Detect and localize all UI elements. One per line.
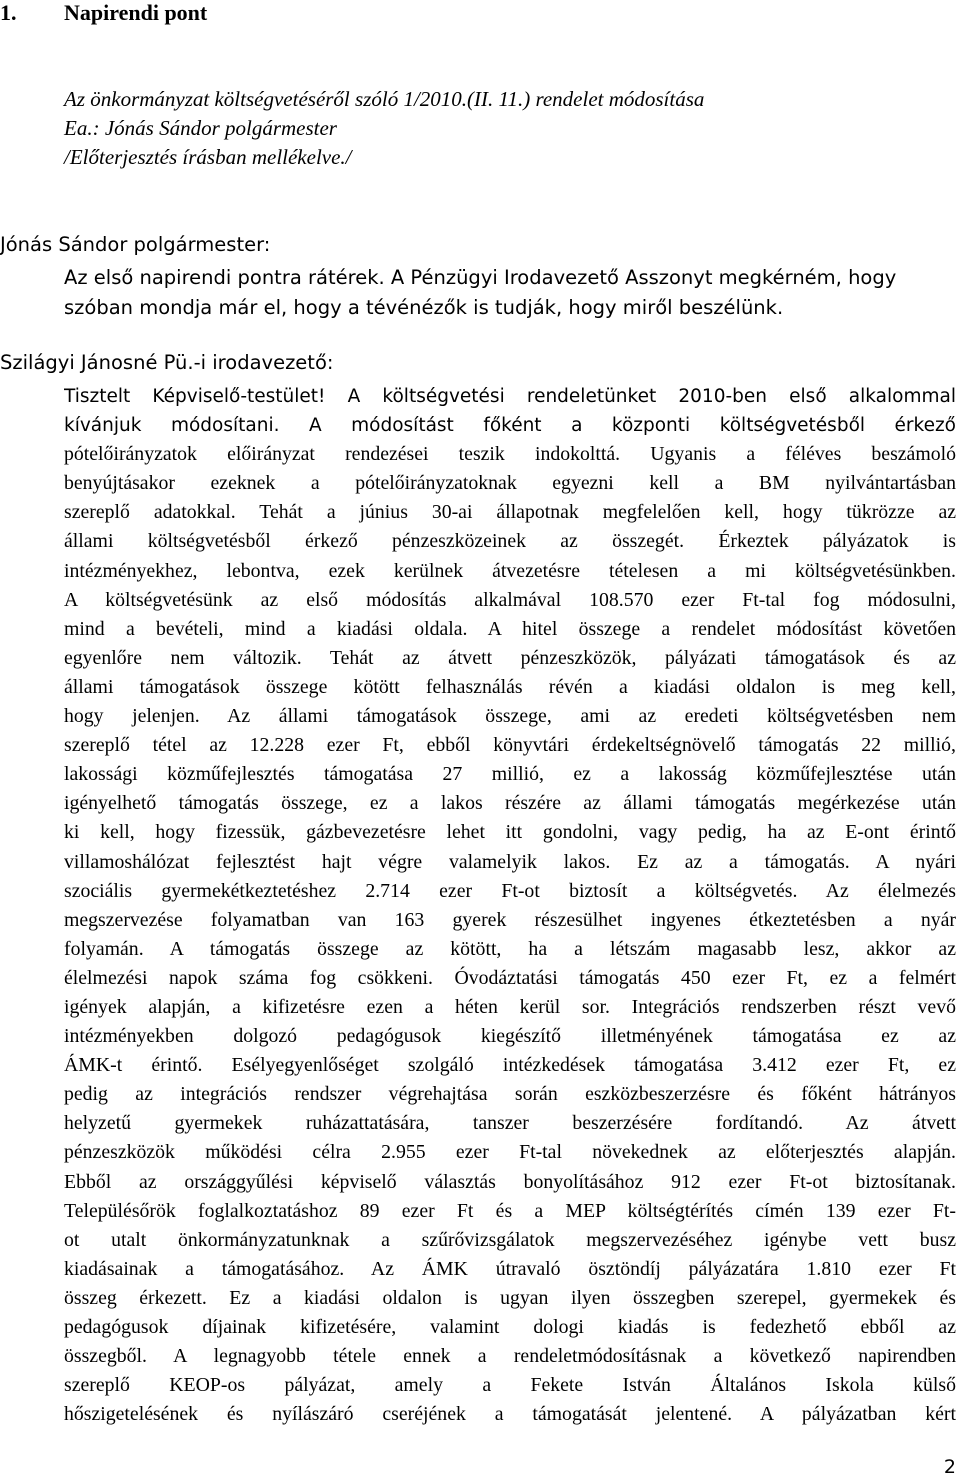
paragraph-line: Településőrök foglalkoztatáshoz 89 ezer Ft és a MEP költségtérítés címén 139 ezer Ft- (64, 1199, 956, 1222)
paragraph-line: pótelőirányzatok előirányzat rendezései teszik indokolttá. Ugyanis a féléves beszámoló (64, 443, 956, 466)
paragraph-line: A költségvetésünk az első módosítás alkalmával 108.570 ezer Ft-tal fog módosulni, (64, 588, 956, 611)
agenda-number: 1. (0, 0, 17, 25)
paragraph-line: kívánjuk módosítani. A módosítást főként a központi költségvetésből érkező (64, 415, 956, 437)
paragraph-line: mind a bevételi, mind a kiadási oldala. A hitel összege a rendelet módosítást követően (64, 617, 956, 640)
paragraph-line: lakossági közműfejlesztés támogatása 27 millió, ez a lakosság közműfejlesztése után (64, 763, 956, 786)
paragraph-line: pedagógusok díjainak kifizetésére, valamint dologi kiadás is fedezhető ebből az (64, 1316, 956, 1338)
agenda-item-title: Az önkormányzat költségvetéséről szóló 1/2010.(II. 11.) rendelet módosítása (64, 87, 705, 111)
speaker-statement (64, 382, 956, 1429)
paragraph-line: igények alapján, a kifizetésre ezen a héten kerül sor. Integrációs rendszerben részt vevő (64, 995, 956, 1018)
agenda-item-presenter: Ea.: Jónás Sándor polgármester (64, 116, 337, 140)
agenda-heading-title: Napirendi pont (64, 0, 208, 25)
paragraph-line: folyamán. A támogatás összege az kötött, ha a létszám magasabb lesz, akkor az (64, 937, 956, 960)
paragraph-line: igényelhető támogatás összege, ez a lakos részére az állami támogatás megérkezése után (64, 792, 956, 815)
paragraph-line: Tisztelt Képviselő-testület! A költségvetési rendeletünket 2010-ben első alkalommal (64, 386, 956, 407)
paragraph-line: szociális gyermekétkeztetéshez 2.714 ezer Ft-ot biztosít a költségvetés. Az élelmezés (64, 879, 956, 902)
paragraph-line: ÁMK-t érintő. Esélyegyenlőséget szolgáló intézkedések támogatása 3.412 ezer Ft, ez (64, 1054, 956, 1077)
paragraph-line: összeg érkezett. Ez a kiadási oldalon is ugyan ilyen összegben szerepel, gyermekek és (64, 1286, 956, 1309)
paragraph-line: Az első napirendi pontra rátérek. A Pénzügyi Irodavezető Asszonyt megkérném, hogy (64, 266, 897, 289)
paragraph-line: kiadásainak a támogatásához. Az ÁMK útravaló ösztöndíj pályázatára 1.810 ezer Ft (64, 1257, 956, 1280)
paragraph-line: ki kell, hogy fizessük, gázbevezetésre lehet itt gondolni, vagy pedig, ha az E-ont érintő (64, 821, 956, 844)
speaker-name: Szilágyi Jánosné Pü.-i irodavezető: (0, 351, 334, 374)
paragraph-line: intézményekhez, lebontva, ezek kerülnek átvezetésre tételesen a mi költségvetésünkben. (64, 559, 956, 582)
paragraph-line: hogy jelenjen. Az állami támogatások összege, ami az eredeti költségvetésben nem (64, 705, 956, 728)
paragraph-line: összegből. A legnagyobb tétele ennek a rendeletmódosításnak a következő napirendben (64, 1345, 956, 1368)
paragraph-line: egyenlőre nem változik. Tehát az átvett pénzeszközök, pályázati támogatások és az (64, 646, 956, 669)
paragraph-line: hőszigetelésének és nyílászáró cseréjének a támogatását jelentené. A pályázatban kért (64, 1403, 956, 1426)
paragraph-line: szereplő KEOP-os pályázat, amely a Fekete István Általános Iskola külső (64, 1374, 956, 1397)
agenda-item-note: /Előterjesztés írásban mellékelve./ (64, 145, 352, 169)
speaker-statement (64, 263, 956, 323)
agenda-heading (0, 0, 207, 26)
paragraph-line: szereplő adatokkal. Tehát a június 30-ai állapotnak megfelelően kell, hogy tükrözze az (64, 501, 956, 524)
paragraph-line: állami támogatások összege kötött felhasználás révén a kiadási oldalon is meg kell, (64, 675, 956, 698)
paragraph-line: villamoshálózat fejlesztést hajt végre valamelyik lakos. Ez az a támogatás. A nyári (64, 850, 956, 873)
paragraph-line: megszervezése folyamatban van 163 gyerek részesülhet ingyenes étkeztetésben a nyár (64, 908, 956, 931)
paragraph-line: élelmezési napok száma fog csökkeni. Óvodáztatási támogatás 450 ezer Ft, ez a felmért (64, 966, 956, 989)
paragraph-line: helyzetű gyermekek ruházattatására, tanszer beszerzésére fordítandó. Az átvett (64, 1112, 956, 1135)
page-number: 2 (943, 1456, 956, 1478)
paragraph-line: pedig az integrációs rendszer végrehajtása során eszközbeszerzésre és főként hátrányos (64, 1083, 956, 1106)
paragraph-line: szóban mondja már el, hogy a tévénézők is tudják, hogy miről beszélünk. (64, 296, 784, 319)
paragraph-line: intézményekben dolgozó pedagógusok kiegészítő illetményének támogatása ez az (64, 1025, 956, 1048)
paragraph-line: ot utalt önkormányzatunknak a szűrővizsgálatok megszervezéséhez igénybe vett busz (64, 1228, 956, 1251)
speaker-name: Jónás Sándor polgármester: (0, 233, 271, 256)
paragraph-line: állami költségvetésből érkező pénzeszközeinek az összegét. Érkeztek pályázatok is (64, 530, 956, 553)
paragraph-line: benyújtásakor ezeknek a pótelőirányzatoknak egyezni kell a BM nyilvántartásban (64, 472, 956, 495)
paragraph-line: szereplő tétel az 12.228 ezer Ft, ebből könyvtári érdekeltségnövelő támogatás 22 millió, (64, 734, 956, 757)
paragraph-line: pénzeszközök működési célra 2.955 ezer Ft-tal növekednek az előterjesztés alapján. (64, 1141, 956, 1164)
paragraph-line: Ebből az országgyűlési képviselő választás bonyolításához 912 ezer Ft-ot biztosítanak. (64, 1170, 956, 1193)
